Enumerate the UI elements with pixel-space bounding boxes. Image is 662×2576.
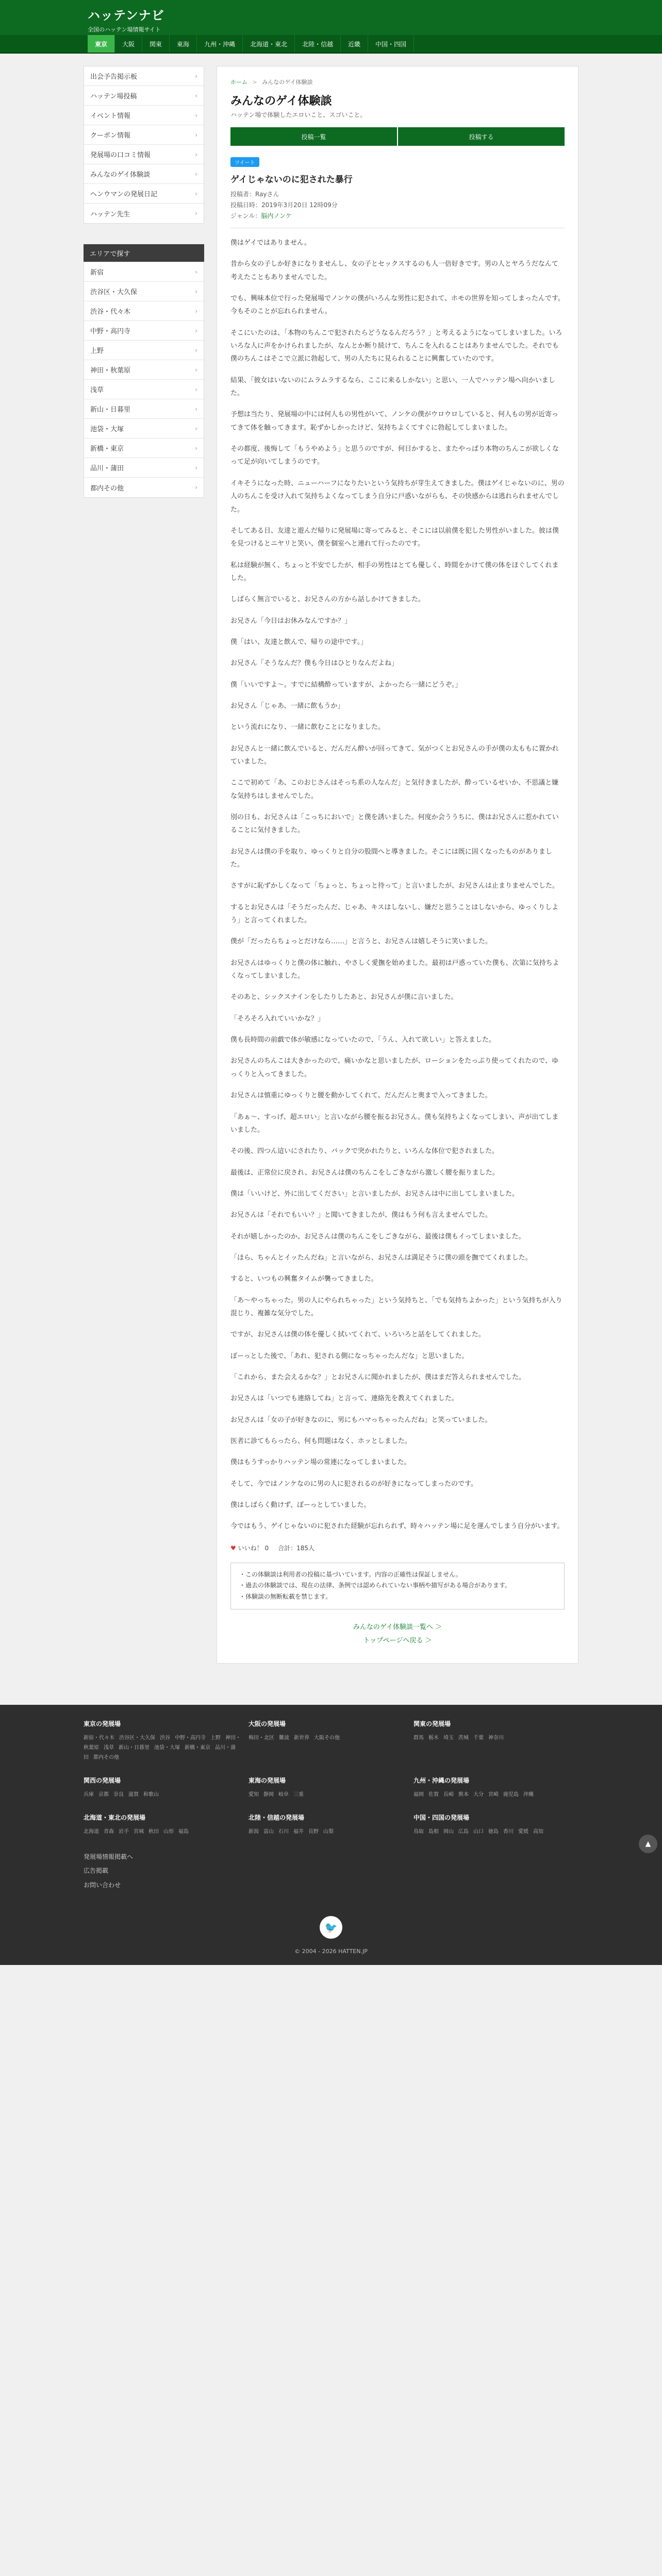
footer-link[interactable]: 新宿・代々木	[84, 1735, 114, 1741]
footer-link[interactable]: 京都	[98, 1791, 109, 1798]
post-paragraph: お兄さんは「それでもいい？」と聞いてきましたが、僕はもう何も言えませんでした。	[230, 1211, 492, 1219]
sidebar-item-label: ハッテン場投稿	[90, 93, 137, 100]
area-item[interactable]	[84, 321, 204, 341]
footer-link[interactable]: 福岡	[413, 1791, 424, 1798]
footer-link[interactable]: 群馬	[413, 1735, 424, 1741]
footer-row	[84, 1719, 578, 1776]
region-nav	[0, 35, 662, 54]
area-item[interactable]	[84, 478, 204, 497]
area-item[interactable]	[84, 419, 204, 438]
area-list	[84, 262, 204, 498]
post-paragraph: 結果、「彼女はいないのにムラムラするなら、ここに来るしかない」と思い、一人でハッテン場へ向かいました。	[230, 376, 555, 398]
post-paragraph: お兄さんは慎重にゆっくりと腰を動かしてくれて、だんだんと奥まで入ってきました。	[230, 1092, 492, 1100]
footer-link[interactable]: 茨城	[458, 1735, 469, 1741]
post-paragraph: お兄さんは「いつでも連絡してね」と言って、連絡先を教えてくれました。	[230, 1395, 458, 1403]
post-paragraph: 昔から女の子しか好きになりませんし、女の子とセックスするのも人一倍好きです。男の人とヤろうだなんて考えたこともありませんでした。	[230, 260, 558, 281]
footer-extra-link[interactable]: 発展場情報掲載へ	[84, 1853, 134, 1860]
footer-link[interactable]: 大阪その他	[314, 1735, 340, 1741]
footer-link[interactable]: 沖縄	[523, 1791, 534, 1798]
post-paragraph: お兄さん「今日はお休みなんですか？」	[230, 617, 352, 625]
region-tab[interactable]: 東海	[170, 35, 197, 53]
region-tab[interactable]: 北陸・信越	[295, 35, 341, 53]
sidebar-item[interactable]	[84, 106, 204, 125]
post-paragraph: ぽーっとした後で、「あれ、犯される側になっちゃったんだな」と思いました。	[230, 1352, 469, 1360]
post-paragraph: 僕が「だったらちょっとだけなら……」と言うと、お兄さんは嬉しそうに笑いました。	[230, 938, 492, 946]
sidebar-item[interactable]	[84, 164, 204, 184]
chevron-right-icon: ›	[195, 111, 197, 119]
breadcrumb-separator: >	[252, 79, 257, 86]
sidebar-item-label: 発展場の口コミ情報	[90, 151, 151, 159]
chevron-right-icon: ›	[195, 385, 197, 393]
footer-link[interactable]: 宮崎	[488, 1791, 499, 1798]
sidebar-item-label: みんなのゲイ体験談	[90, 171, 151, 179]
post-paragraph: すると、いつもの興奮タイムが襲ってきました。	[230, 1275, 378, 1283]
footer-link[interactable]: 長野	[308, 1828, 319, 1835]
chevron-right-icon: ›	[195, 190, 197, 197]
sidebar-item[interactable]	[84, 184, 204, 204]
chevron-right-icon: ›	[195, 72, 197, 80]
post-paragraph: さすがに恥ずかしくなって「ちょっと、ちょっと待って」と言いましたが、お兄さんは止まりませんでした。	[230, 882, 559, 890]
area-item-label: 渋谷・代々木	[90, 308, 131, 316]
post-paragraph: するとお兄さんは「そうだったんだ、じゃあ、キスはしないし、嫌だと思うことはしないから、ゆっくりしよう」と言ってくれました。	[230, 903, 559, 925]
chevron-right-icon: ›	[195, 131, 197, 139]
footer-link[interactable]: 難波	[279, 1735, 289, 1741]
post-paragraph: その都度、後悔して「もうやめよう」と思うのですが、何日かすると、またやっぱり本物のちんこが欲しくなって足が向いてしまうのです。	[230, 445, 559, 466]
footer-column	[249, 1719, 413, 1776]
area-item[interactable]	[84, 380, 204, 399]
notice-box	[230, 1563, 565, 1609]
more-stories-link[interactable]: みんなのゲイ体験談一覧へ ＞	[353, 1623, 442, 1631]
region-tab[interactable]: 大阪	[115, 35, 142, 53]
footer-link-list	[84, 1733, 241, 1762]
post-paragraph: お兄さん「じゃあ、一緒に飲もうか」	[230, 702, 344, 710]
footer-link[interactable]: 広島	[458, 1828, 469, 1835]
post-paragraph: ここで初めて「あ、このおじさんはそっち系の人なんだ」と気付きましたが、酔っているせいか、不思議と嫌な気持ちはしませんでした。	[230, 779, 559, 800]
footer-link[interactable]: 新橋・東京	[185, 1744, 210, 1751]
footer-column	[84, 1813, 249, 1850]
region-tab[interactable]: 北海道・東北	[243, 35, 295, 53]
footer-link[interactable]: 静岡	[263, 1791, 274, 1798]
area-item[interactable]	[84, 438, 204, 458]
post-paragraph: 最後は、正常位に戻され、お兄さんは僕のちんこをしごきながら激しく腰を振りました。	[230, 1168, 499, 1177]
chevron-right-icon: ›	[195, 150, 197, 158]
footer-link[interactable]: 石川	[278, 1828, 289, 1835]
footer-link-list	[249, 1790, 406, 1800]
footer-link[interactable]: 山形	[163, 1828, 174, 1835]
footer-extra-link[interactable]: 広告掲載	[84, 1867, 109, 1875]
footer-link[interactable]: 佐賀	[428, 1791, 439, 1798]
top-page-link[interactable]: トップページへ戻る ＞	[363, 1636, 432, 1645]
footer-column-title[interactable]: 九州・沖縄の発展場	[413, 1776, 470, 1784]
post-paragraph: ですが、お兄さんは僕の体を優しく拭いてくれて、いろいろと話をしてくれました。	[230, 1331, 485, 1339]
footer-link[interactable]: 池袋・大塚	[154, 1744, 180, 1751]
area-item-label: 新宿	[90, 269, 104, 277]
region-tab[interactable]: 九州・沖縄	[197, 35, 243, 53]
post-paragraph: 別の日も、お兄さんは「こっちにおいで」と僕を誘いました。何度か会ううちに、僕はお兄さんに惹かれていることに気付きました。	[230, 814, 559, 835]
main-content	[217, 66, 578, 1664]
notice-line: ・過去の体験談では、現在の法律、条例では認められていない事柄や描写がある場合があります。	[239, 1582, 511, 1589]
footer-link[interactable]: 和歌山	[143, 1791, 159, 1798]
footer-column-title[interactable]: 大阪の発展場	[249, 1720, 286, 1727]
footer-column-title[interactable]: 北海道・東北の発展場	[84, 1814, 146, 1821]
post-paragraph: そこにいたのは、「本物のちんこで犯されたらどうなるんだろう？」と考えるようになってしまいました。いろいろな人に声をかけられましたが、なんとか断り続けて、ちんこを入れることはありませんでした。それでも僕のちんこはそこで立派に勃起して、男の人たちに見られることに興奮していたのです。	[230, 329, 562, 363]
chevron-right-icon: ›	[195, 287, 197, 295]
sidebar-item-label: 出会予告掲示板	[90, 73, 138, 81]
chevron-right-icon: ›	[195, 268, 197, 276]
area-item[interactable]	[84, 341, 204, 360]
post-reactions	[230, 1544, 565, 1552]
post-paragraph: お兄さんと一緒に飲んでいると、だんだん酔いが回ってきて、気がつくとお兄さんの手が僕の太ももに置かれていました。	[230, 744, 559, 766]
like-button[interactable]	[230, 1544, 269, 1552]
footer-link[interactable]: 浅草	[104, 1744, 114, 1751]
sidebar-item[interactable]	[84, 145, 204, 164]
post-paragraph: そしてある日、友達と遊んだ帰りに発展場に寄ってみると、そこには以前僕を犯した男性がいました。彼は僕を見つけるとニヤリと笑い、僕を個室へと連れて行ったのです。	[230, 527, 559, 548]
post-paragraph: 「これから、また会えるかな？」とお兄さんに聞かれましたが、僕はまだ答えられませんでした。	[230, 1373, 526, 1381]
chevron-right-icon: ›	[195, 464, 197, 471]
like-label: いいね！	[238, 1544, 263, 1552]
like-count: 0	[264, 1544, 269, 1552]
footer-column	[413, 1813, 578, 1850]
site-header	[0, 0, 662, 35]
post-paragraph: その後、四つん這いにされたり、バックで突かれたりと、いろんな体位で犯されました。	[230, 1147, 499, 1156]
footer-link[interactable]: 愛知	[249, 1791, 259, 1798]
footer-link[interactable]: 鳥取	[413, 1828, 424, 1835]
footer-column-title[interactable]: 東京の発展場	[84, 1720, 121, 1727]
footer-link[interactable]: 宮城	[134, 1828, 144, 1835]
post-paragraph: そのあと、シックスナインをしたりしたあと、お兄さんが僕に言いました。	[230, 993, 458, 1002]
footer-link[interactable]: 神奈川	[488, 1735, 504, 1741]
footer-extra-link[interactable]: お問い合わせ	[84, 1881, 121, 1889]
footer-column-title[interactable]: 北陸・信越の発展場	[249, 1814, 305, 1821]
area-item[interactable]	[84, 360, 204, 380]
area-item-label: 浅草	[90, 386, 104, 394]
post-paragraph: お兄さんは「女の子が好きなのに、男にもハマっちゃったんだね」と笑っていました。	[230, 1416, 492, 1424]
footer-column	[249, 1776, 413, 1813]
sidebar-item-label: クーポン情報	[90, 132, 131, 140]
footer-link-list	[413, 1733, 571, 1743]
footer-link[interactable]: 神田・秋葉原	[84, 1735, 241, 1751]
footer-link[interactable]: 奈良	[113, 1791, 124, 1798]
chevron-right-icon: ›	[195, 484, 197, 491]
area-item-label: 中野・高円寺	[90, 328, 131, 335]
post-paragraph: 今ではもう、ゲイじゃないのに犯された経験が忘れられず、時々ハッテン場に足を運んでしまう自分がいます。	[230, 1522, 564, 1531]
footer-link[interactable]: 山口	[473, 1828, 484, 1835]
footer-link-list	[84, 1790, 241, 1800]
area-section-title: エリアで探す	[84, 244, 204, 262]
post-date: 投稿日時：2019年3月20日 12時09分	[230, 201, 338, 209]
footer-link[interactable]: 岩手	[119, 1828, 129, 1835]
footer-link[interactable]: 中野・高円寺	[175, 1735, 206, 1741]
chevron-right-icon: ›	[195, 210, 197, 217]
site-footer	[0, 1705, 662, 1965]
footer-link[interactable]: 三重	[293, 1791, 304, 1798]
post-paragraph: お兄さんのちんこは大きかったので、痛いかなと思いましたが、ローションをたっぷり使ってくれたので、ゆっくりと入ってきました。	[230, 1057, 558, 1078]
footer-link[interactable]: 徳島	[488, 1828, 499, 1835]
sidebar-item[interactable]	[84, 125, 204, 145]
new-post-button[interactable]: 投稿する	[398, 127, 565, 146]
chevron-up-icon: ▲	[645, 1840, 651, 1848]
footer-link[interactable]: 愛媛	[518, 1828, 528, 1835]
site-logo[interactable]: ハッテンナビ	[88, 8, 164, 23]
footer-link[interactable]: 新潟	[249, 1828, 259, 1835]
sidebar-item[interactable]	[84, 86, 204, 106]
footer-row	[84, 1813, 578, 1850]
chevron-right-icon: ›	[195, 405, 197, 413]
area-item[interactable]	[84, 262, 204, 282]
post-paragraph: 僕はしばらく動けず、ぼーっとしていました。	[230, 1501, 371, 1510]
footer-column-title[interactable]: 東海の発展場	[249, 1776, 286, 1784]
area-item-label: 新山・日暮里	[90, 406, 131, 414]
footer-link[interactable]: 富山	[263, 1828, 274, 1835]
post-paragraph: イキそうになった時、ニューハーフになりたいという気持ちが芽生えてきました。僕はゲイじゃないのに、男の人のちんこを受け入れて気持ちよくなってしまう自分に戸惑いながらも、その快感からは逃れられませんでした。	[230, 479, 565, 514]
chevron-right-icon: ›	[195, 327, 197, 334]
post-paragraph: 僕はゲイではありません。	[230, 239, 311, 247]
footer-link[interactable]: 北海道	[84, 1828, 99, 1835]
post-paragraph: 僕は「いいけど、外に出してください」と言いましたが、お兄さんは中に出してしまいました。	[230, 1190, 519, 1198]
footer-link[interactable]: 高知	[533, 1828, 543, 1835]
footer-link[interactable]: 都内その他	[93, 1754, 119, 1760]
post-paragraph: お兄さん「そうなんだ？僕も今日はひとりなんだよね」	[230, 659, 399, 668]
breadcrumb-current: みんなのゲイ体験談	[262, 79, 313, 86]
post-body	[230, 236, 565, 1533]
footer-link[interactable]: 長崎	[443, 1791, 454, 1798]
footer-link[interactable]: 栃木	[428, 1735, 439, 1741]
area-item-label: 品川・蒲田	[90, 465, 124, 472]
footer-link[interactable]: 品川・蒲田	[84, 1744, 236, 1760]
post-paragraph: 予想は当たり、発展場の中には何人もの男性がいて、ノンケの僕がウロウロしていると、何人もの男が近寄ってきて体を触ってきます。恥ずかしかったけど、気持ちよくてすぐに勃起してしまいました。	[230, 411, 558, 432]
area-item[interactable]	[84, 458, 204, 478]
area-item-label: 池袋・大塚	[90, 426, 124, 433]
post-paragraph: という流れになり、一緒に飲むことになりました。	[230, 723, 385, 732]
sidebar-item-label: ヘンウマンの発展日記	[90, 191, 158, 198]
chevron-right-icon: ›	[195, 92, 197, 99]
footer-link[interactable]: 滋賀	[128, 1791, 139, 1798]
chevron-right-icon: ›	[195, 346, 197, 354]
footer-link[interactable]: 福井	[293, 1828, 304, 1835]
footer-link[interactable]: 上野	[210, 1735, 221, 1741]
footer-row	[84, 1776, 578, 1813]
post-paragraph: 「あぁ～、すっげ、超エロい」と言いながら腰を振るお兄さん。僕も気持ちよくなってしまい、声が出てしまいました。	[230, 1113, 559, 1134]
region-tab[interactable]: 近畿	[341, 35, 368, 53]
chevron-right-icon: ›	[195, 170, 197, 178]
region-tab[interactable]: 中国・四国	[368, 35, 414, 53]
section-subtitle: ハッテン場で体験したエロいこと、スゴいこと。	[230, 111, 367, 118]
footer-link[interactable]: 福島	[178, 1828, 189, 1835]
post-paragraph: 「ほら、ちゃんとイッたんだね」と言いながら、お兄さんは満足そうに僕の頭を撫でてくれました。	[230, 1253, 532, 1262]
footer-link-list	[249, 1733, 406, 1743]
footer-link[interactable]: 香川	[503, 1828, 514, 1835]
post-paragraph: 「そろそろ入れていいかな？」	[230, 1014, 325, 1023]
chevron-right-icon: ›	[195, 425, 197, 432]
scroll-top-button[interactable]	[639, 1835, 657, 1853]
footer-link[interactable]: 秋田	[148, 1828, 159, 1835]
footer-link-list	[413, 1827, 571, 1837]
twitter-icon[interactable]: 🐦	[320, 1916, 342, 1939]
post-paragraph: それが嬉しかったのか、お兄さんは僕のちんこをしごきながら、最後は僕もイってしまいました。	[230, 1232, 525, 1241]
region-tab[interactable]: 関東	[142, 35, 170, 53]
chevron-right-icon: ›	[195, 444, 197, 452]
footer-link[interactable]: 岡山	[443, 1828, 454, 1835]
footer-link-list	[84, 1827, 241, 1837]
breadcrumb-home[interactable]: ホーム	[230, 79, 247, 86]
copyright: © 2004 - 2026 HATTEN.JP	[294, 1948, 368, 1955]
section-title: みんなのゲイ体験談	[230, 95, 332, 108]
footer-link-list	[249, 1827, 406, 1837]
sidebar	[84, 66, 204, 1664]
footer-link[interactable]: 青森	[104, 1828, 114, 1835]
notice-line: ・この体験談は利用者の投稿に基づいています。内容の正確性は保証しません。	[239, 1570, 462, 1578]
footer-column	[84, 1776, 249, 1813]
sidebar-item-label: ハッテン先生	[90, 210, 130, 218]
footer-link[interactable]: 埼玉	[443, 1735, 454, 1741]
footer-column-title[interactable]: 中国・四国の発展場	[413, 1814, 470, 1821]
area-item-label: 渋谷区・大久保	[90, 289, 138, 296]
post-paragraph: 「あ～やっちゃった。男の人にやられちゃった」という気持ちと、「でも気持ちよかった」という気持ちが入り混じり、複雑な気分でした。	[230, 1296, 562, 1317]
post-paragraph: 私は経験が無く、ちょっと不安でしたが、相手の男性はとても優しく、時間をかけて僕の体をほぐしてくれました。	[230, 561, 559, 582]
breadcrumb	[230, 78, 565, 86]
chevron-right-icon: ›	[195, 366, 197, 374]
sidebar-item[interactable]	[84, 66, 204, 86]
footer-link[interactable]: 兵庫	[84, 1791, 94, 1798]
genre-link[interactable]: 脳内ノンケ	[261, 212, 292, 219]
footer-column-title[interactable]: 関西の発展場	[84, 1776, 121, 1784]
area-item[interactable]	[84, 282, 204, 301]
footer-link[interactable]: 大分	[473, 1791, 484, 1798]
post-paragraph: 僕「いいですよ～。すでに結構酔っていますが、よかったら一緒にどうぞ。」	[230, 681, 462, 689]
post-paragraph: 僕はもうすっかりハッテン場の常連になってしまいました。	[230, 1459, 411, 1467]
post-paragraph: 僕「はい、友達と飲んで、帰りの途中です。」	[230, 638, 368, 646]
area-item-label: 神田・秋葉原	[90, 367, 131, 375]
post-list-button[interactable]: 投稿一覧	[230, 127, 397, 146]
area-item[interactable]	[84, 301, 204, 321]
region-tab[interactable]: 東京	[88, 35, 115, 53]
notice-line: ・体験談の無断転載を禁じます。	[239, 1592, 332, 1600]
footer-link[interactable]: 渋谷	[160, 1735, 170, 1741]
post-paragraph: そして、今ではノンケなのに男の人に犯されるのが好きになってしまったのです。	[230, 1480, 477, 1488]
footer-column	[249, 1813, 413, 1850]
genre-label: ジャンル：	[230, 212, 261, 219]
post-actions	[230, 127, 565, 146]
footer-link[interactable]: 熊本	[458, 1791, 469, 1798]
heart-icon: ♥	[230, 1544, 236, 1552]
post-paragraph: 僕も長時間の前戯で体が敏感になっていたので、「うん、入れて欲しい」と答えました。	[230, 1036, 496, 1044]
area-item[interactable]	[84, 399, 204, 419]
site-tagline: 全国のハッテン場情報サイト	[88, 26, 161, 33]
more-links	[230, 1621, 565, 1648]
footer-column-title[interactable]: 関東の発展場	[413, 1720, 451, 1727]
footer-column	[413, 1719, 578, 1776]
sidebar-item-label: イベント情報	[90, 112, 131, 120]
post-genre	[230, 211, 565, 222]
post-paragraph: お兄さんはゆっくりと僕の体に触れ、やさしく愛撫を始めました。最初は戸惑っていた僕も、次第に気持ちよくなってしまいました。	[230, 959, 559, 980]
tweet-button[interactable]: ツイート	[230, 157, 259, 167]
footer-link[interactable]: 鹿児島	[503, 1791, 519, 1798]
footer-column	[413, 1776, 578, 1813]
chevron-right-icon: ›	[195, 307, 197, 315]
footer-column	[84, 1719, 249, 1776]
footer-link[interactable]: 梅田・北区	[249, 1735, 274, 1741]
footer-link[interactable]: 新世界	[294, 1735, 309, 1741]
footer-link[interactable]: 山梨	[323, 1828, 334, 1835]
footer-link[interactable]: 新山・日暮里	[119, 1744, 150, 1751]
view-count: 合計：185人	[278, 1544, 315, 1552]
area-item-label: 都内その他	[90, 484, 124, 493]
footer-link-list	[413, 1790, 571, 1800]
footer-bottom	[0, 1907, 662, 1965]
area-item-label: 上野	[90, 347, 104, 355]
footer-extra-links	[84, 1850, 578, 1907]
footer-link[interactable]: 千葉	[473, 1735, 484, 1741]
footer-link[interactable]: 島根	[428, 1828, 439, 1835]
post-paragraph: 医者に診てもらったら、何も問題はなく、ホッとしました。	[230, 1437, 411, 1445]
sidebar-menu	[84, 66, 204, 224]
sidebar-item[interactable]	[84, 204, 204, 223]
post-paragraph: でも、興味本位で行った発展場でノンケの僕がいろんな男性に犯されて、ホモの世界を知ってしまったんです。今もそのことが忘れられません。	[230, 295, 565, 316]
post-paragraph: しばらく無言でいると、お兄さんの方から話しかけてきました。	[230, 596, 425, 604]
post-paragraph: お兄さんは僕の手を取り、ゆっくりと自分の股間へと導きました。そこには既に固くなったものがありました。	[230, 848, 552, 869]
post-title: ゲイじゃないのに犯された暴行	[230, 175, 353, 185]
footer-link[interactable]: 渋谷区・大久保	[119, 1735, 155, 1741]
post-meta	[230, 189, 565, 222]
post-author: 投稿者：Rayさん	[230, 191, 279, 198]
area-item-label: 新橋・東京	[90, 445, 124, 453]
footer-link[interactable]: 岐阜	[278, 1791, 289, 1798]
